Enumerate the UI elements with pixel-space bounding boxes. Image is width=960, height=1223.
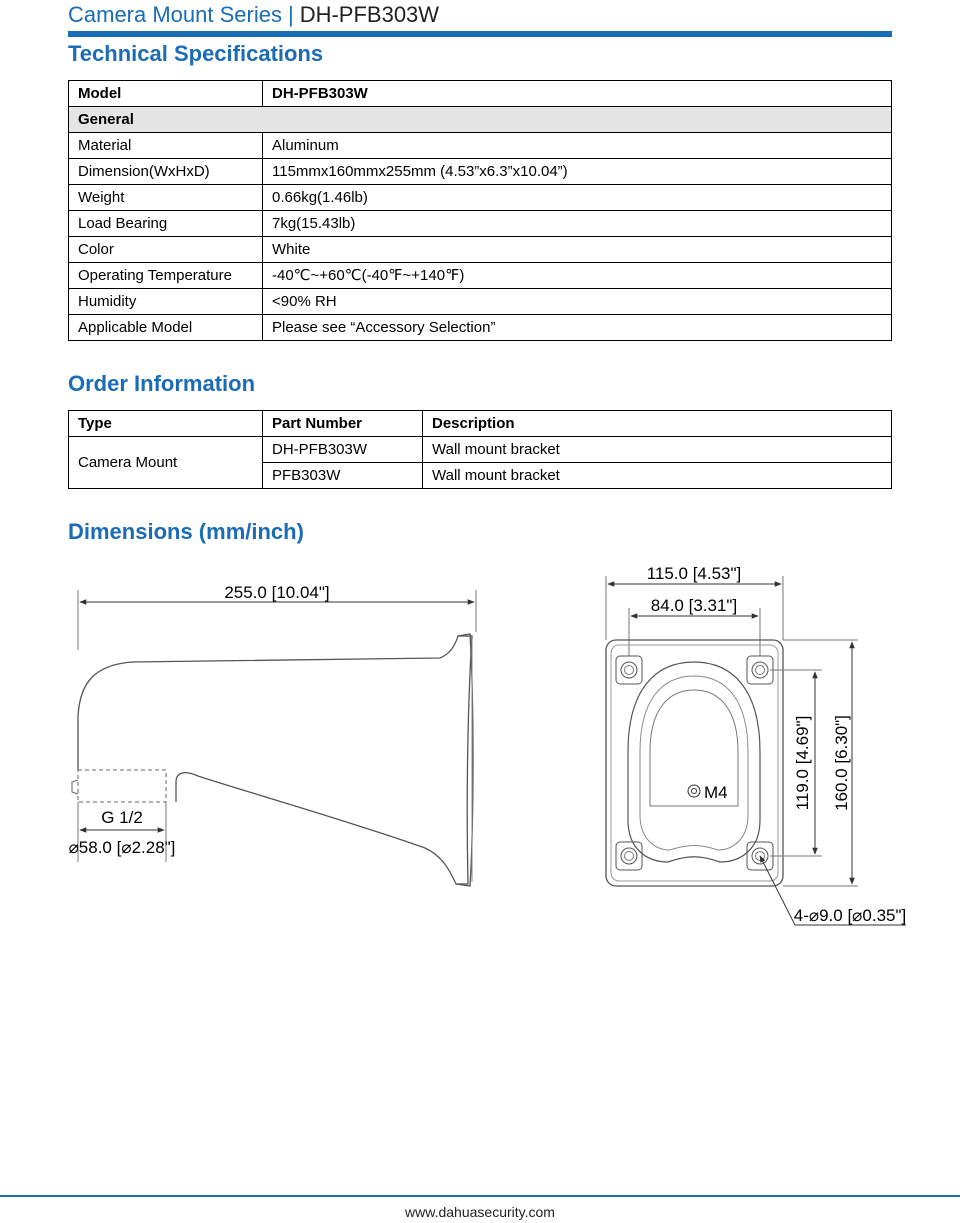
table-row [69,237,892,263]
plate-width-label: 115.0 [4.53"] [646,564,742,583]
page-header [68,0,892,38]
spec-label: Dimension(WxHxD) [69,159,263,185]
oval-frame [628,662,760,862]
header-rule [68,31,892,37]
front-view [606,564,906,925]
series-name: Camera Mount Series [68,2,282,27]
spec-label: Model [69,81,263,107]
order-table [68,410,892,489]
spec-label: Load Bearing [69,211,263,237]
holes-label: 4-⌀9.0 [⌀0.35"] [793,906,907,925]
table-row [69,289,892,315]
description-cell: Wall mount bracket [423,463,892,489]
section-title-order-info: Order Information [68,371,256,396]
document-title [68,2,439,28]
table-row [69,159,892,185]
tech-specs-table [68,80,892,341]
hole-height-label: 119.0 [4.69"] [793,715,812,811]
length-label: 255.0 [10.04"] [224,583,330,602]
part-number-cell: DH-PFB303W [263,437,423,463]
column-header: Part Number [263,411,423,437]
spec-value: DH-PFB303W [263,81,892,107]
spec-value: 0.66kg(1.46lb) [263,185,892,211]
hole-width-label: 84.0 [3.31"] [650,596,738,615]
spec-value: Please see “Accessory Selection” [263,315,892,341]
table-row [69,81,892,107]
spec-value: -40℃~+60℃(-40℉~+140℉) [263,263,892,289]
spec-label: Color [69,237,263,263]
spec-label: Applicable Model [69,315,263,341]
model-name: DH-PFB303W [299,2,440,27]
column-header: Description [423,411,892,437]
spec-value: 115mmx160mmx255mm (4.53”x6.3”x10.04”) [263,159,892,185]
spec-label: Weight [69,185,263,211]
footer-rule [0,1195,960,1197]
table-row [69,437,892,463]
screw-label: M4 [704,783,728,802]
section-title-dimensions: Dimensions (mm/inch) [68,519,304,544]
part-number-cell: PFB303W [263,463,423,489]
spec-label: Material [69,133,263,159]
dimension-drawing [0,550,960,950]
spec-value: White [263,237,892,263]
spec-label: Humidity [69,289,263,315]
type-cell: Camera Mount [69,437,263,489]
table-row [69,315,892,341]
plate-height-label: 160.0 [6.30"] [832,715,851,811]
table-row [69,133,892,159]
table-row [69,263,892,289]
threaded-pipe [78,770,166,802]
thread-label: G 1/2 [101,808,143,827]
pipe-diameter-label: ⌀58.0 [⌀2.28"] [68,838,176,857]
spec-value: Aluminum [263,133,892,159]
table-row [69,211,892,237]
group-label: General [69,107,892,133]
section-title-tech-specs: Technical Specifications [68,41,324,66]
footer-url[interactable]: www.dahuasecurity.com [405,1204,555,1220]
side-view [69,583,476,886]
table-row [69,185,892,211]
spec-value: <90% RH [263,289,892,315]
table-header-row [69,411,892,437]
spec-value: 7kg(15.43lb) [263,211,892,237]
column-header: Type [69,411,263,437]
table-group-row [69,107,892,133]
spec-label: Operating Temperature [69,263,263,289]
title-separator: | [287,2,294,27]
description-cell: Wall mount bracket [423,437,892,463]
